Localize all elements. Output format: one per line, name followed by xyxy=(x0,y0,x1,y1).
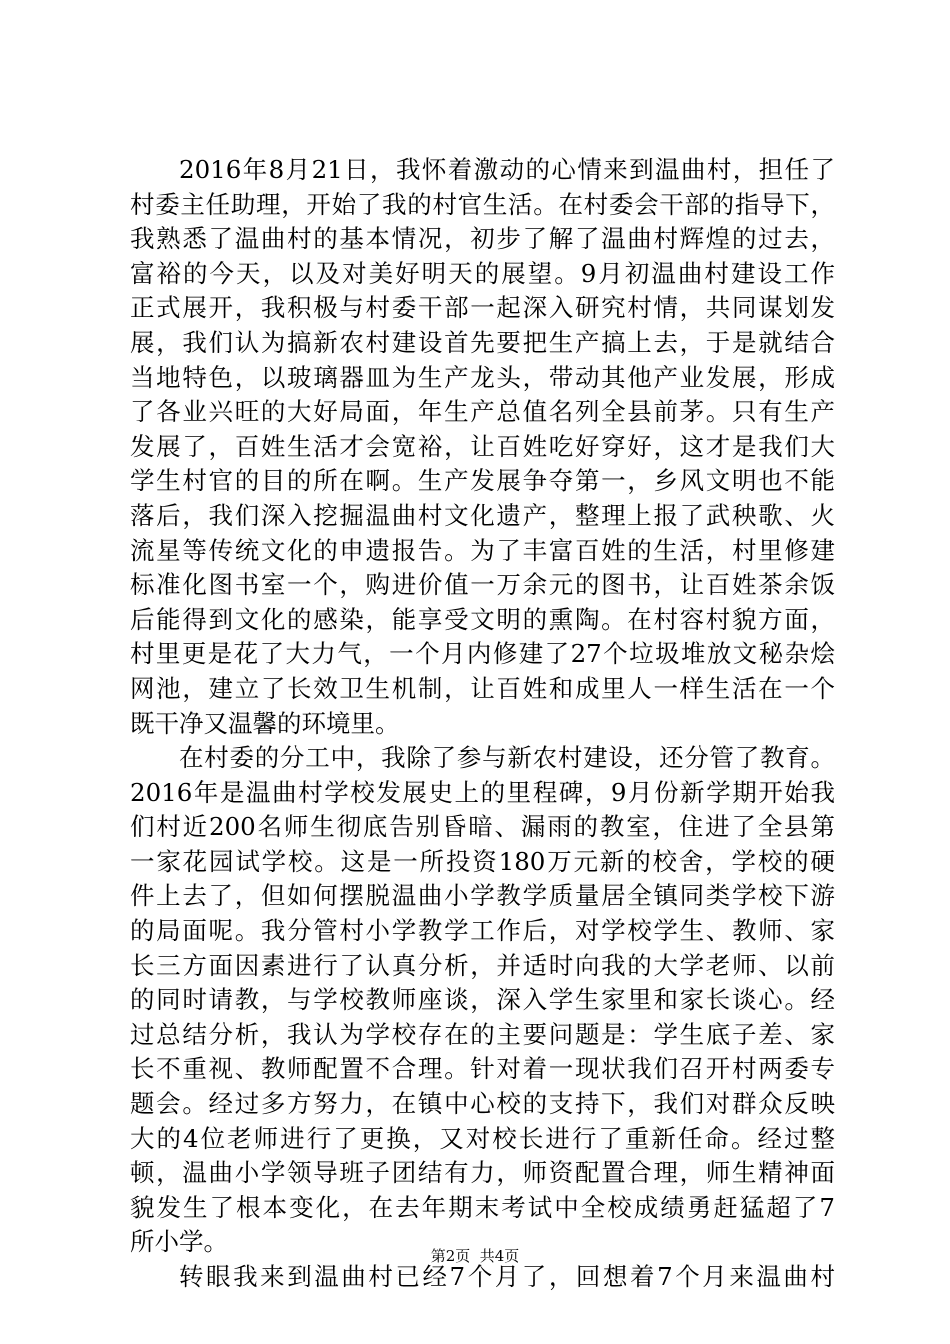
text-line: 在村委的分工中，我除了参与新农村建设，还分管了教育。 xyxy=(179,743,835,773)
text-line: 转眼我来到温曲村已经7个月了，回想着7个月来温曲村 xyxy=(179,1262,835,1291)
text-line: 貌发生了根本变化，在去年期末考试中全校成绩勇赶猛超了7 xyxy=(130,1192,835,1222)
text-line: 大的4位老师进行了更换，又对校长进行了重新任命。经过整 xyxy=(130,1123,835,1153)
text-line: 我熟悉了温曲村的基本情况，初步了解了温曲村辉煌的过去， xyxy=(130,224,835,254)
text-line: 村委主任助理，开始了我的村官生活。在村委会干部的指导下， xyxy=(130,189,835,219)
text-line: 长三方面因素进行了认真分析，并适时向我的大学老师、以前 xyxy=(130,950,835,980)
text-line: 发展了，百姓生活才会宽裕，让百姓吃好穿好，这才是我们大 xyxy=(130,431,835,461)
document-body xyxy=(130,153,835,1295)
text-line: 展，我们认为搞新农村建设首先要把生产搞上去，于是就结合 xyxy=(130,327,835,357)
text-line: 过总结分析，我认为学校存在的主要问题是：学生底子差、家 xyxy=(130,1019,835,1049)
text-line: 的局面呢。我分管村小学教学工作后，对学校学生、教师、家 xyxy=(130,916,835,946)
text-line: 所小学。 xyxy=(130,1227,228,1257)
text-line: 落后，我们深入挖掘温曲村文化遗产，整理上报了武秧歌、火 xyxy=(130,500,835,530)
text-line: 网池，建立了长效卫生机制，让百姓和成里人一样生活在一个 xyxy=(130,673,835,703)
text-line: 2016年8月21日，我怀着激动的心情来到温曲村，担任了 xyxy=(179,155,835,184)
text-line: 富裕的今天，以及对美好明天的展望。9月初温曲村建设工作 xyxy=(130,258,835,288)
text-line: 流星等传统文化的申遗报告。为了丰富百姓的生活，村里修建 xyxy=(130,535,835,565)
text-line: 题会。经过多方努力，在镇中心校的支持下，我们对群众反映 xyxy=(130,1089,835,1119)
text-line: 2016年是温曲村学校发展史上的里程碑，9月份新学期开始我 xyxy=(130,777,835,807)
text-line: 顿，温曲小学领导班子团结有力，师资配置合理，师生精神面 xyxy=(130,1158,835,1188)
page-footer: 第2页 共4页 xyxy=(430,1247,520,1265)
text-line: 了各业兴旺的大好局面，年生产总值名列全县前茅。只有生产 xyxy=(130,397,835,427)
text-line: 的同时请教，与学校教师座谈，深入学生家里和家长谈心。经 xyxy=(130,985,835,1015)
text-line: 们村近200名师生彻底告别昏暗、漏雨的教室，住进了全县第 xyxy=(130,812,835,842)
text-line: 件上去了，但如何摆脱温曲小学教学质量居全镇同类学校下游 xyxy=(130,881,835,911)
text-line: 一家花园试学校。这是一所投资180万元新的校舍，学校的硬 xyxy=(130,846,835,876)
text-line: 当地特色，以玻璃器皿为生产龙头，带动其他产业发展，形成 xyxy=(130,362,835,392)
text-line: 长不重视、教师配置不合理。针对着一现状我们召开村两委专 xyxy=(130,1054,835,1084)
text-line: 既干净又温馨的环境里。 xyxy=(130,708,400,738)
text-line: 正式展开，我积极与村委干部一起深入研究村情，共同谋划发 xyxy=(130,293,835,323)
text-line: 标准化图书室一个，购进价值一万余元的图书，让百姓茶余饭 xyxy=(130,570,835,600)
text-line: 后能得到文化的感染，能享受文明的熏陶。在村容村貌方面， xyxy=(130,604,835,634)
text-line: 学生村官的目的所在啊。生产发展争夺第一，乡风文明也不能 xyxy=(130,466,835,496)
text-line: 村里更是花了大力气，一个月内修建了27个垃圾堆放文秘杂烩 xyxy=(130,639,835,669)
